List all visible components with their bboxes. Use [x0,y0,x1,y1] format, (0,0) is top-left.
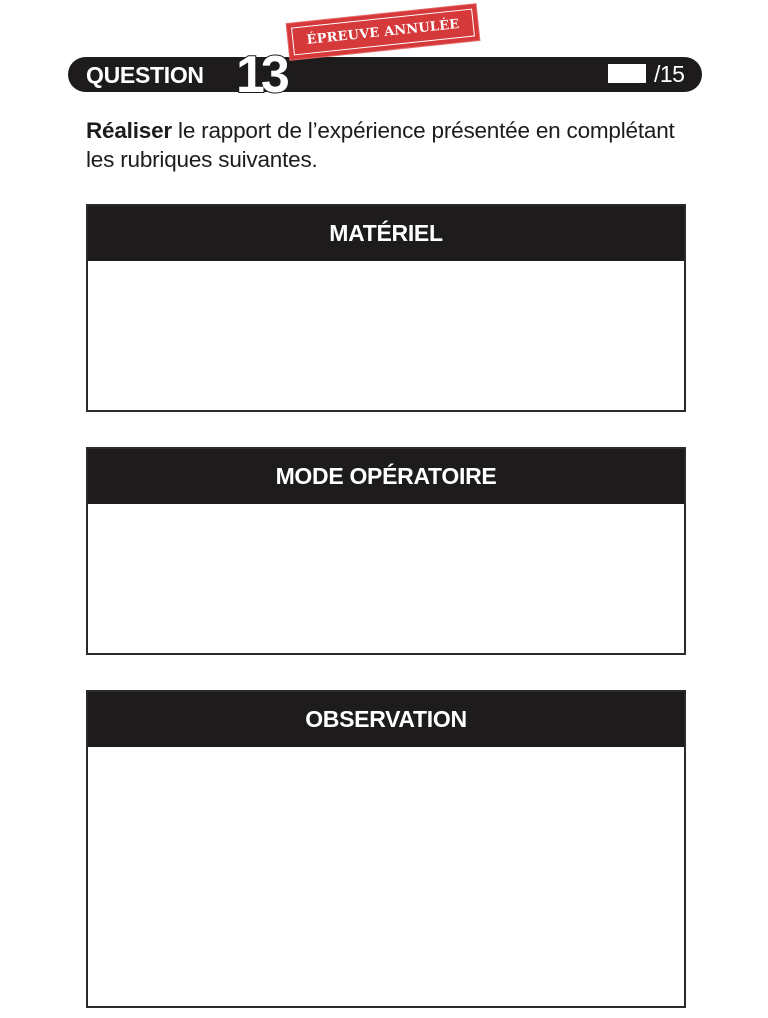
observation-answer-field[interactable] [88,747,684,1005]
section-title: MATÉRIEL [88,206,684,261]
section-mode-operatoire [86,447,686,655]
instruction-body: le rapport de l’expérience présentée en complétant les rubriques suivantes. [86,118,675,172]
score-input[interactable] [608,64,646,83]
section-title: MODE OPÉRATOIRE [88,449,684,504]
stamp-text: ÉPREUVE ANNULÉE [291,9,475,56]
mode-operatoire-answer-field[interactable] [88,504,684,652]
question-number: 13 [236,46,286,104]
section-title: OBSERVATION [88,692,684,747]
instruction-verb: Réaliser [86,118,172,143]
materiel-answer-field[interactable] [88,261,684,409]
score-max: /15 [654,61,685,87]
instruction-text [86,116,706,174]
question-label: QUESTION [86,62,204,88]
section-materiel [86,204,686,412]
cancelled-stamp [287,4,480,60]
section-observation [86,690,686,1008]
